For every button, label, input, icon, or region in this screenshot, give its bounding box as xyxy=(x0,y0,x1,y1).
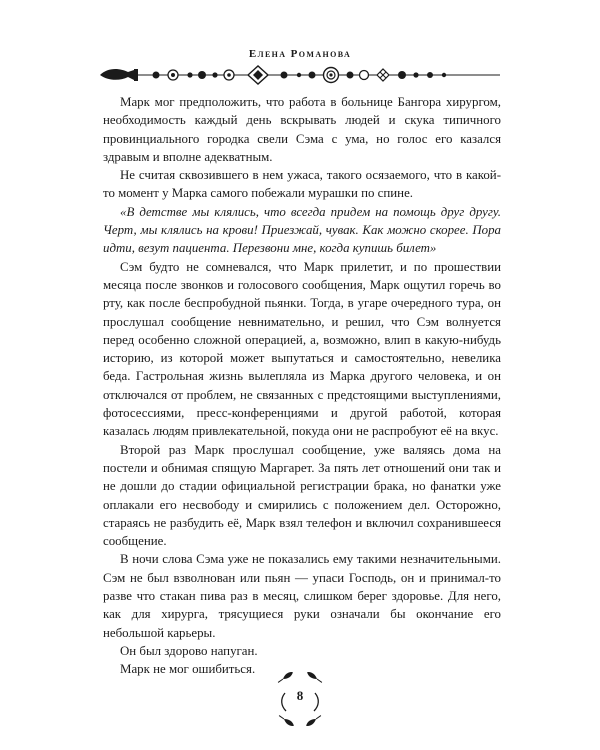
paragraph: Марк мог предположить, что работа в больнице Бангора хирургом, необходимость каждый день вскрывать людей и скука типичного провинциального городка свели Сэма с ума, но голос его казался здравым и вполне адекватным. xyxy=(103,95,501,164)
feather-icon xyxy=(305,714,322,728)
body-text xyxy=(103,93,501,679)
header-ornament xyxy=(98,62,502,86)
page-number: 8 xyxy=(296,688,304,703)
paragraph: Не считая сквозившего в нем ужаса, такого осязаемого, что в какой-то момент у Марка самого побежали мурашки по спине. xyxy=(103,168,501,201)
running-header-author: Елена Романова xyxy=(248,48,352,60)
feather-icon xyxy=(277,671,294,684)
paragraph: Сэм будто не сомневался, что Марк прилетит, и по прошествии месяца после звонков и голосового сообщения, Марк ощутил горечь во рту, как после беспробудной пьянки. Тогда, в угаре очередного тура, он прослушал сообщение невнимательно, и решил, что Сэм волнуется перед особенно сложной операцией, а, возможно, влип в какую-нибудь историю, из которой может выпутаться и самостоятельно, невелика беда. Гастрольная жизнь вылепляла из Марка другого человека, и он отключался от проблем, не связанных с предстоящими выступлениями, фотосессиями, пресс-конференциями и другой работой, которая казалась людям привлекательной, покуда они не распробуют её на вкус. xyxy=(103,259,501,439)
paragraph: Марк не мог ошибиться. xyxy=(120,662,256,677)
paragraph-quote: «В детстве мы клялись, что всегда придем на помощь друг другу. Черт, мы клялись на крови! Приезжай, чувак. Как можно скорее. Пора идти, везут пациента. Перезвони мне, когда купишь билет» xyxy=(103,204,501,256)
paragraph: Он был здорово напуган. xyxy=(120,643,258,658)
feather-icon xyxy=(278,714,295,728)
paragraph: Второй раз Марк прослушал сообщение, уже валяясь дома на постели и обнимая спящую Маргарет. За пять лет отношений они так и не дошли до стадии официальной регистрации брака, но фанатки уже оплакали его несвободу и смирились с положением дел. Осторожно, стараясь не разбудить её, Марк взял телефон и включил сохранившееся сообщение. xyxy=(103,442,501,549)
feather-icon xyxy=(306,671,323,684)
paragraph: В ночи слова Сэма уже не показались ему такими незначительными. Сэм не был взволнован или пьян — упаси Господь, он и принимал-то разве что стакан пива раз в месяц, слишком берег здоровье. Для него, как для хирурга, трясущиеся руки означали бы окончание его небольшой карьеры. xyxy=(103,552,501,640)
dagger-icon xyxy=(100,69,134,80)
